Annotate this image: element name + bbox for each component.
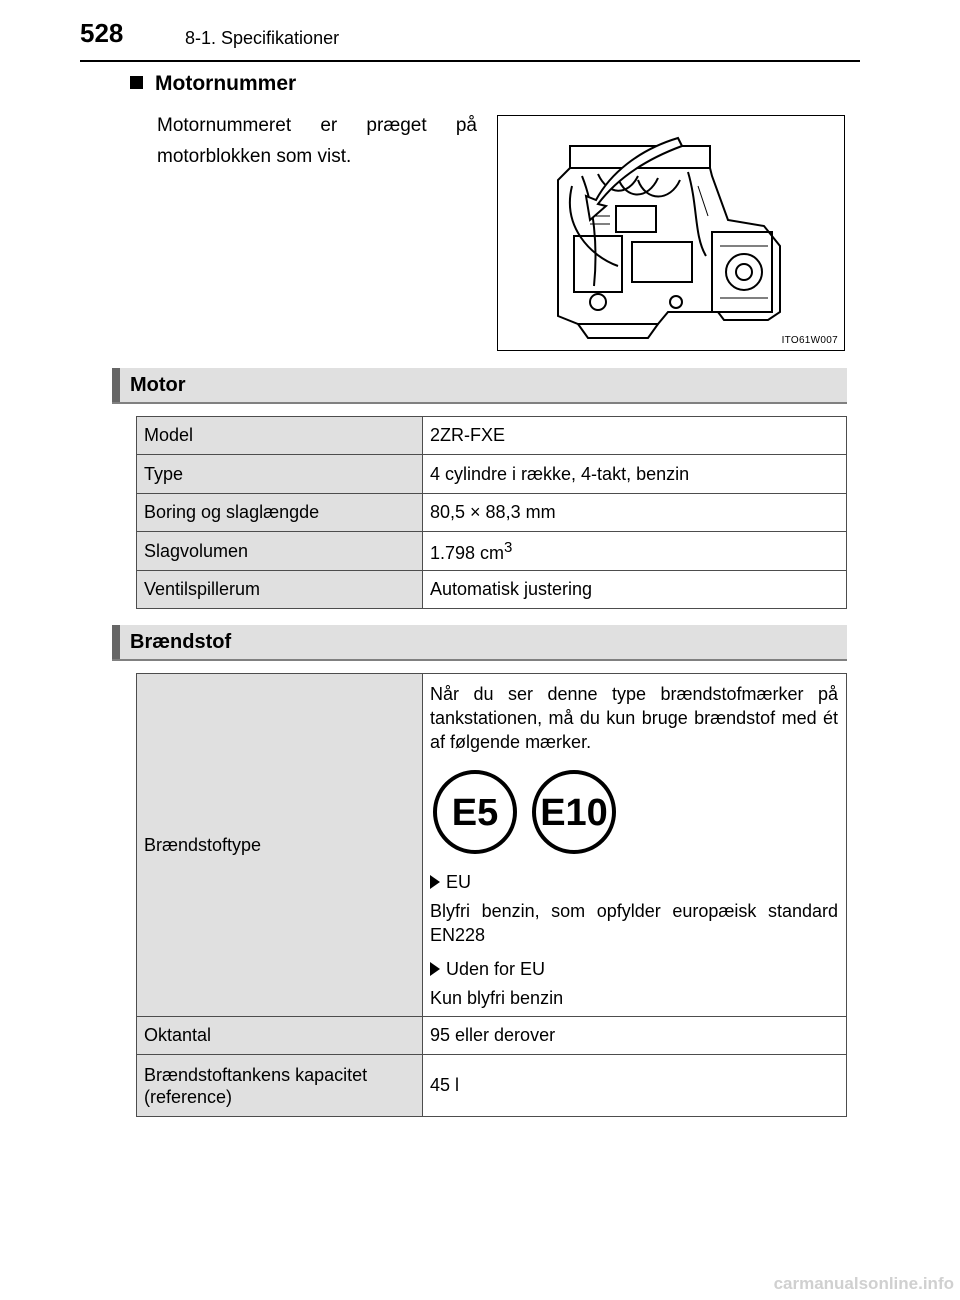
fuel-type-intro: Når du ser denne type brændstofmærker på tankstationen, må du kun bruge brændstof med ét af følgende mærker.: [430, 684, 838, 752]
table-row: [137, 674, 847, 1017]
motor-spec-table: [136, 416, 847, 609]
fuel-section-title: Brændstof: [130, 631, 232, 653]
spec-key: Brændstoftype: [137, 674, 423, 1017]
table-row: [137, 417, 847, 455]
table-row: [137, 1055, 847, 1117]
fuel-section-band: [112, 625, 847, 661]
spec-key: Ventilspillerum: [137, 571, 423, 609]
figure-code: ITO61W007: [781, 335, 838, 346]
spec-value: 2ZR-FXE: [423, 417, 847, 455]
spec-key: Boring og slaglængde: [137, 494, 423, 532]
watermark: carmanualsonline.info: [773, 1274, 954, 1293]
table-row: [137, 532, 847, 571]
engine-number-heading: [130, 72, 296, 96]
eu-fuel-text: Blyfri benzin, som opfylder europæisk standard EN228: [430, 901, 838, 945]
spec-key: Model: [137, 417, 423, 455]
motor-section-title: Motor: [130, 374, 186, 396]
spec-value: 80,5 × 88,3 mm: [423, 494, 847, 532]
band-accent-bar: [112, 625, 120, 659]
fuel-badges: [432, 770, 838, 854]
engine-figure: [497, 115, 845, 351]
fuel-badge-e5: [435, 772, 515, 852]
spec-value: 45 l: [423, 1055, 847, 1117]
displacement-value: 1.798 cm: [430, 542, 505, 563]
displacement-unit-exponent: 3: [504, 538, 513, 556]
spec-key: Oktantal: [137, 1017, 423, 1055]
spec-key: Slagvolumen: [137, 532, 423, 571]
region-eu-label: EU: [446, 872, 472, 892]
fuel-badge-e10: [534, 772, 614, 852]
section-title: 8-1. Specifikationer: [185, 28, 340, 48]
triangle-bullet-icon: [430, 962, 440, 976]
engine-number-text: Motornummeret er præget på motorblokken som vist.: [157, 115, 477, 167]
region-eu: [430, 872, 838, 893]
engine-illustration: [498, 116, 844, 350]
fuel-spec-table: [136, 673, 847, 1117]
page-number: 528: [80, 18, 124, 48]
table-row: [137, 494, 847, 532]
spec-key: Brændstoftankens kapacitet (reference): [137, 1055, 423, 1117]
region-non-eu-label: Uden for EU: [446, 959, 546, 979]
region-non-eu: [430, 959, 838, 980]
spec-value: Automatisk justering: [423, 571, 847, 609]
spec-value: 95 eller derover: [423, 1017, 847, 1055]
triangle-bullet-icon: [430, 875, 440, 889]
spec-key: Type: [137, 455, 423, 494]
fuel-badge-graphic: [432, 770, 632, 854]
table-row: [137, 1017, 847, 1055]
engine-number-heading-text: Motornummer: [155, 72, 297, 95]
non-eu-fuel-text: Kun blyfri benzin: [430, 988, 564, 1008]
header-divider: [80, 60, 860, 62]
spec-value: [423, 532, 847, 571]
table-row: [137, 571, 847, 609]
motor-section-band: [112, 368, 847, 404]
spec-value: 4 cylindre i række, 4-takt, benzin: [423, 455, 847, 494]
e5-badge-label: E5: [451, 792, 499, 834]
e10-badge-label: E10: [540, 792, 608, 834]
fuel-type-value: [423, 674, 847, 1017]
band-accent-bar: [112, 368, 120, 402]
table-row: [137, 455, 847, 494]
square-bullet-icon: [130, 76, 143, 89]
